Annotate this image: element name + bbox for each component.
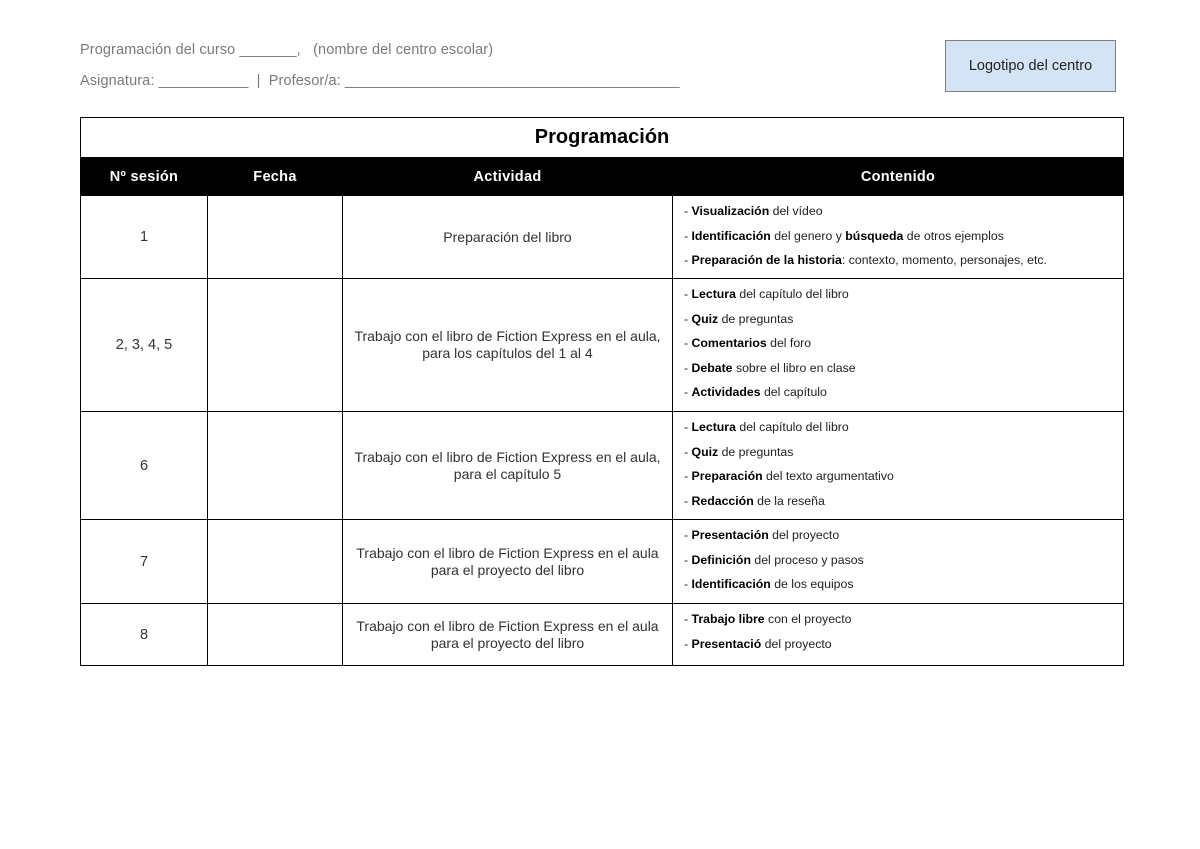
subject-teacher-line: Asignatura: ___________ | Profesor/a: _________________________________________ — [80, 73, 680, 89]
table-row — [81, 520, 1124, 604]
table-title: Programación — [81, 118, 1124, 158]
content-text: del texto argumentativo — [762, 469, 894, 484]
content-text: - — [684, 204, 692, 218]
column-header-date: Fecha — [208, 158, 343, 196]
content-text: - — [684, 577, 692, 592]
table-row — [81, 279, 1124, 412]
session-number-cell: 2, 3, 4, 5 — [81, 279, 208, 412]
course-header-line: Programación del curso _______, (nombre del centro escolar) — [80, 42, 494, 58]
column-header-session: Nº sesión — [81, 158, 208, 196]
content-list-item — [684, 356, 1123, 381]
content-text: del capítulo — [760, 385, 827, 400]
content-text: - — [684, 420, 692, 434]
content-keyword: Quiz — [691, 444, 719, 459]
table-row — [81, 412, 1124, 520]
content-cell — [673, 520, 1124, 604]
content-keyword: Visualización — [691, 204, 770, 218]
logo-label: Logotipo del centro — [968, 58, 1093, 74]
content-text: del foro — [766, 336, 812, 351]
activity-cell: Trabajo con el libro de Fiction Express en el aula para el proyecto del libro — [343, 520, 673, 604]
content-list-item — [684, 224, 1123, 249]
content-list-item — [684, 307, 1123, 332]
table-row — [81, 196, 1124, 279]
content-keyword: Trabajo libre — [691, 612, 765, 626]
content-keyword: Presentación — [691, 528, 769, 542]
table-row — [81, 604, 1124, 666]
date-cell — [208, 412, 343, 520]
content-text: - — [684, 287, 692, 301]
content-list-item — [684, 548, 1123, 573]
content-list-item — [684, 607, 1123, 632]
content-list-item — [684, 632, 1123, 657]
content-text: de la reseña — [753, 493, 825, 508]
date-cell — [208, 520, 343, 604]
content-list-item — [684, 489, 1123, 514]
content-text: - — [684, 552, 692, 567]
content-text: del genero y — [770, 228, 846, 243]
content-text: con el proyecto — [764, 612, 852, 626]
activity-cell: Trabajo con el libro de Fiction Express en el aula, para los capítulos del 1 al 4 — [343, 279, 673, 412]
content-text: del capítulo del libro — [735, 420, 849, 434]
content-list-item — [684, 572, 1123, 597]
content-text: - — [684, 612, 692, 626]
content-text: - — [684, 228, 692, 243]
content-text: sobre el libro en clase — [732, 360, 856, 375]
activity-cell: Trabajo con el libro de Fiction Express en el aula, para el capítulo 5 — [343, 412, 673, 520]
content-text: - — [684, 336, 692, 351]
content-cell — [673, 412, 1124, 520]
content-keyword: Preparación de la historia — [691, 253, 842, 268]
session-number-cell: 8 — [81, 604, 208, 666]
content-list-item — [684, 380, 1123, 405]
content-keyword: Identificación — [691, 228, 771, 243]
content-text: de otros ejemplos — [903, 228, 1004, 243]
content-cell — [673, 279, 1124, 412]
content-keyword: búsqueda — [845, 228, 904, 243]
content-text: de preguntas — [718, 444, 794, 459]
content-keyword: Lectura — [691, 287, 736, 301]
content-text: - — [684, 444, 692, 459]
content-keyword: Actividades — [691, 385, 761, 400]
date-cell — [208, 196, 343, 279]
session-number-cell: 7 — [81, 520, 208, 604]
content-text: del vídeo — [769, 204, 823, 218]
content-cell — [673, 604, 1124, 666]
date-cell — [208, 604, 343, 666]
content-keyword: Lectura — [691, 420, 736, 434]
table-header-row — [81, 158, 1124, 196]
content-text: - — [684, 469, 692, 484]
content-text: - — [684, 253, 692, 268]
content-keyword: Quiz — [691, 311, 719, 326]
content-text: - — [684, 385, 692, 400]
content-list-item — [684, 523, 1123, 548]
content-list-item — [684, 248, 1123, 273]
content-text: del proyecto — [768, 528, 840, 542]
content-text: de preguntas — [718, 311, 794, 326]
date-cell — [208, 279, 343, 412]
content-keyword: Definición — [691, 552, 751, 567]
session-number-cell: 1 — [81, 196, 208, 279]
content-keyword: Debate — [691, 360, 733, 375]
content-list-item — [684, 331, 1123, 356]
content-text: del capítulo del libro — [735, 287, 849, 301]
content-text: - — [684, 528, 692, 542]
content-keyword: Presentació — [691, 636, 762, 651]
content-list-item — [684, 199, 1123, 224]
content-list-item — [684, 440, 1123, 465]
content-text: - — [684, 636, 692, 651]
content-keyword: Comentarios — [691, 336, 767, 351]
content-keyword: Preparación — [691, 469, 763, 484]
column-header-content: Contenido — [673, 158, 1124, 196]
content-text: - — [684, 311, 692, 326]
content-text: del proceso y pasos — [750, 552, 864, 567]
content-text: del proyecto — [761, 636, 832, 651]
content-text: : contexto, momento, personajes, etc. — [841, 253, 1047, 268]
content-list-item — [684, 415, 1123, 440]
content-text: - — [684, 493, 692, 508]
activity-cell: Trabajo con el libro de Fiction Express en el aula para el proyecto del libro — [343, 604, 673, 666]
school-logo-placeholder — [945, 40, 1116, 92]
programming-table — [80, 117, 1124, 666]
activity-cell: Preparación del libro — [343, 196, 673, 279]
content-text: de los equipos — [770, 577, 854, 592]
content-cell — [673, 196, 1124, 279]
content-keyword: Redacción — [691, 493, 754, 508]
content-keyword: Identificación — [691, 577, 771, 592]
content-list-item — [684, 464, 1123, 489]
content-text: - — [684, 360, 692, 375]
content-list-item — [684, 282, 1123, 307]
session-number-cell: 6 — [81, 412, 208, 520]
column-header-activity: Actividad — [343, 158, 673, 196]
